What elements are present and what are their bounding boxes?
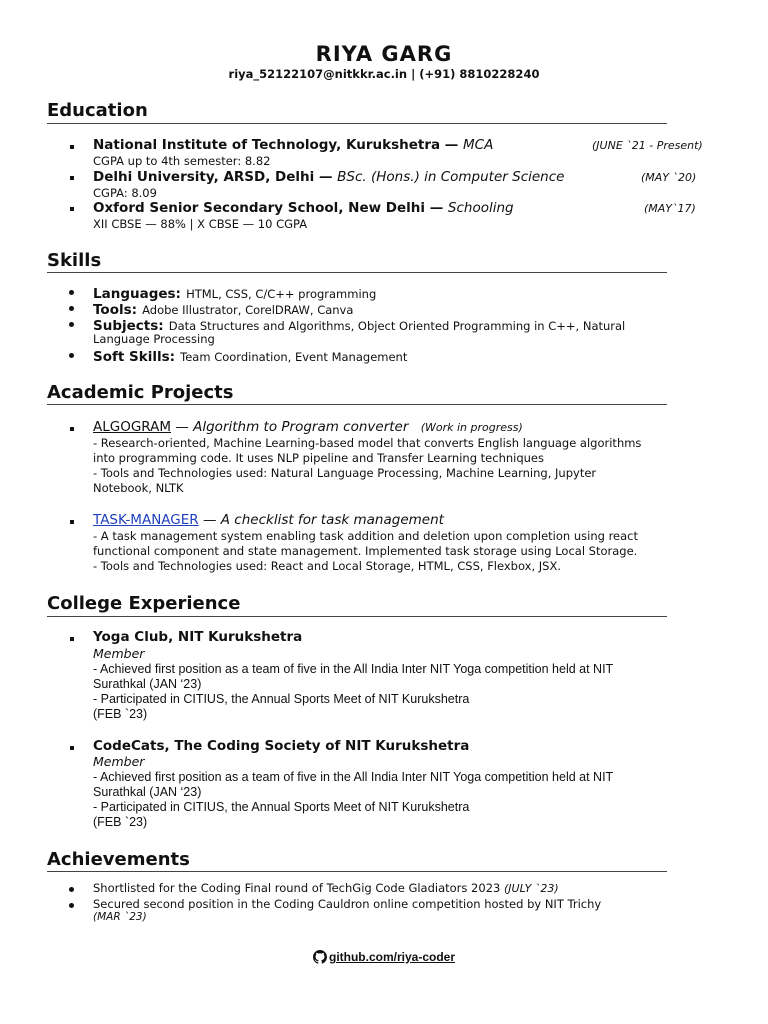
education-detail: CGPA: 8.09 — [93, 186, 157, 200]
experience-line: - Achieved first position as a team of five in the All India Inter NIT Yoga competition held at NIT — [93, 662, 614, 676]
education-item-1 — [93, 137, 493, 153]
achievement-date: (JULY `23) — [503, 882, 559, 895]
github-url[interactable]: github.com/riya-coder — [328, 950, 456, 964]
project-line: - Research-oriented, Machine Learning-based model that converts English language algorithms — [93, 436, 642, 450]
experience-line: Surathkal (JAN ‘23) — [93, 785, 202, 799]
project-link[interactable]: TASK-MANAGER — [93, 512, 199, 528]
bullet-icon — [70, 746, 74, 750]
achievement-text: Secured second position in the Coding Cauldron online competition hosted by NIT Trichy — [93, 897, 602, 911]
experience-line: - Participated in CITIUS, the Annual Sports Meet of NIT Kurukshetra — [93, 800, 470, 814]
bullet-icon — [69, 306, 74, 311]
skill-label: Subjects: — [93, 318, 164, 334]
project-line: functional component and state management. Implemented task storage using Local Storage. — [93, 544, 638, 558]
bullet-icon — [69, 290, 74, 295]
education-detail: CGPA up to 4th semester: 8.82 — [93, 154, 271, 168]
skill-label: Tools: — [93, 302, 138, 318]
education-date: (MAY`17) — [644, 202, 696, 215]
section-divider — [47, 272, 667, 273]
skill-label: Soft Skills: — [93, 349, 176, 365]
achievement-date: (MAR `23) — [93, 911, 147, 923]
experience-line: - Achieved first position as a team of five in the All India Inter NIT Yoga competition held at NIT — [93, 770, 614, 784]
bullet-icon — [70, 637, 74, 641]
bullet-icon — [70, 520, 74, 524]
experience-line: - Participated in CITIUS, the Annual Sports Meet of NIT Kurukshetra — [93, 692, 470, 706]
bullet-icon — [70, 207, 74, 211]
bullet-icon — [70, 427, 74, 431]
achievement-item — [93, 881, 559, 895]
bullet-icon — [70, 145, 74, 149]
project-line: - Tools and Technologies used: Natural Language Processing, Machine Learning, Jupyter — [93, 466, 597, 480]
section-title-skills: Skills — [47, 250, 102, 271]
section-divider — [47, 871, 667, 872]
experience-org: CodeCats, The Coding Society of NIT Kurukshetra — [93, 738, 470, 754]
program-name: Schooling — [447, 200, 514, 216]
education-item-2 — [93, 169, 564, 185]
candidate-name: RIYA GARG — [315, 42, 453, 66]
project-line: - Tools and Technologies used: React and Local Storage, HTML, CSS, Flexbox, JSX. — [93, 559, 562, 573]
github-icon — [313, 950, 329, 964]
section-divider — [47, 404, 667, 405]
section-title-projects: Academic Projects — [47, 382, 234, 403]
project-algogram — [93, 419, 523, 435]
project-name[interactable]: ALGOGRAM — [93, 419, 172, 435]
project-dash: — — [175, 419, 189, 435]
skill-value-continued: Language Processing — [93, 332, 215, 346]
program-name: BSc. (Hons.) in Computer Science — [337, 169, 565, 185]
project-dash: — — [202, 512, 217, 528]
skill-value: Data Structures and Algorithms, Object Oriented Programming in C++, Natural — [168, 319, 626, 333]
skill-value: Adobe Illustrator, CorelDRAW, Canva — [142, 303, 354, 317]
section-title-experience: College Experience — [47, 593, 241, 614]
education-item-3 — [93, 200, 514, 216]
section-title-education: Education — [47, 100, 148, 121]
contact-line[interactable]: riya_52122107@nitkkr.ac.in | (+91) 8810228240 — [228, 67, 540, 81]
project-line: Notebook, NLTK — [93, 481, 184, 495]
bullet-icon — [69, 887, 74, 892]
project-line: - A task management system enabling task addition and deletion upon completion using react — [93, 529, 638, 543]
education-date: (MAY `20) — [641, 171, 697, 184]
section-title-achievements: Achievements — [47, 849, 190, 870]
skill-value: HTML, CSS, C/C++ programming — [186, 287, 377, 301]
program-name: MCA — [463, 137, 494, 153]
education-detail: XII CBSE — 88% | X CBSE — 10 CGPA — [93, 217, 308, 231]
experience-role: Member — [93, 754, 145, 769]
achievement-text: Shortlisted for the Coding Final round of TechGig Code Gladiators 2023 — [93, 881, 501, 895]
institution-name: Delhi University, ARSD, Delhi — — [93, 169, 333, 185]
experience-line: (FEB `23) — [93, 707, 148, 721]
institution-name: Oxford Senior Secondary School, New Delhi — — [93, 200, 444, 216]
project-line: into programming code. It uses NLP pipeline and Transfer Learning techniques — [93, 451, 544, 465]
project-description: A checklist for task management — [220, 512, 444, 528]
skill-value: Team Coordination, Event Management — [180, 350, 408, 364]
skill-label: Languages: — [93, 286, 181, 302]
project-task-manager — [93, 512, 444, 528]
bullet-icon — [69, 353, 74, 358]
bullet-icon — [69, 322, 74, 327]
section-divider — [47, 616, 667, 617]
experience-role: Member — [93, 646, 145, 661]
project-status: (Work in progress) — [420, 421, 523, 434]
project-description: Algorithm to Program converter — [193, 419, 409, 435]
institution-name: National Institute of Technology, Kurukshetra — — [93, 137, 459, 153]
experience-line: (FEB `23) — [93, 815, 148, 829]
experience-line: Surathkal (JAN ‘23) — [93, 677, 202, 691]
bullet-icon — [70, 176, 74, 180]
bullet-icon — [69, 903, 74, 908]
github-link[interactable] — [0, 950, 768, 964]
education-date: (JUNE `21 - Present) — [592, 139, 703, 152]
section-divider — [47, 123, 667, 124]
experience-org: Yoga Club, NIT Kurukshetra — [93, 629, 303, 645]
skill-soft — [93, 346, 407, 365]
